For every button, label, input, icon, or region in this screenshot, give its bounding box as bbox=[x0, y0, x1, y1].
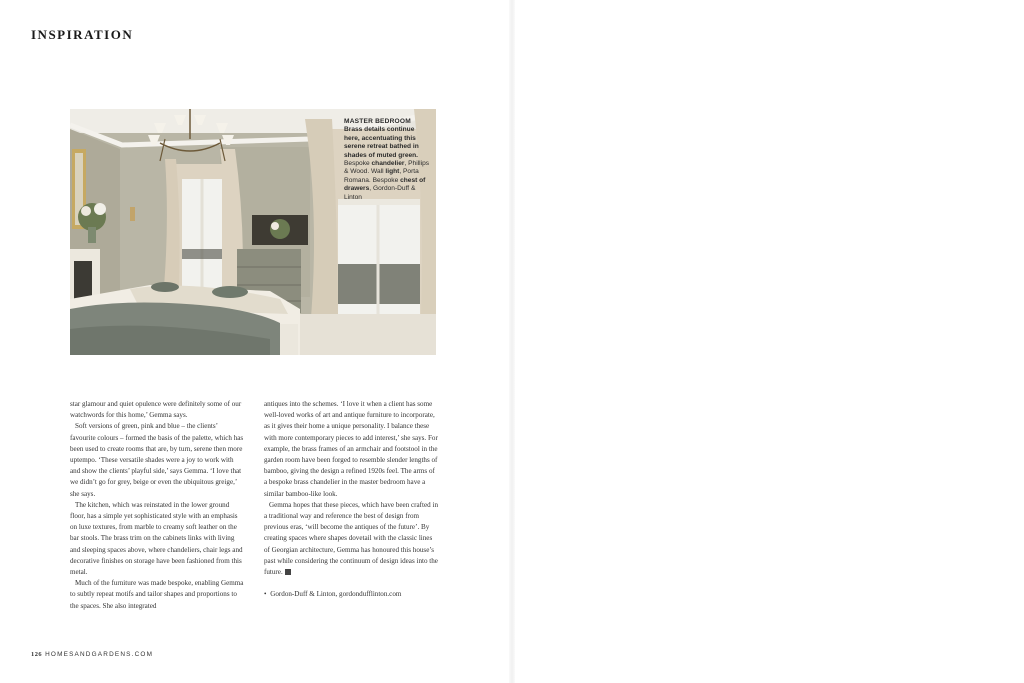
caption-lead: Brass details continue here, accentuating this serene retreat bathed in shades of muted green. bbox=[344, 126, 419, 159]
spine-gutter bbox=[509, 0, 515, 683]
caption-text: , Gordon-Duff & Linton bbox=[344, 185, 416, 201]
paragraph: Soft versions of green, pink and blue – the clients’ favourite colours – formed the basis of the palette, which has been used to create rooms that are, by turn, serene then more uptempo. ‘These versatile shades were a joy to work with and show the clients’ playful side,’ says Gemma. ‘I love that we didn’t go for grey, beige or even the ubiquitous greige,’ she says. bbox=[70, 422, 244, 498]
paragraph-text: Gemma hopes that these pieces, which have been crafted in a traditional way and reference the best of design from previous eras, ‘will become the antiques of the future’. By creating spaces where shapes dovetail with the classic lines of Georgian architecture, Gemma has honoured this house’s past while considering the continuum of design ideas into the future. bbox=[264, 500, 438, 577]
body-column-left bbox=[70, 399, 244, 612]
caption-item: light bbox=[385, 168, 400, 176]
caption-text: , Porta Romana. Bespoke bbox=[344, 168, 419, 184]
caption-text: , Phillips & Wood. Wall bbox=[344, 160, 430, 176]
caption-item: chest of drawers bbox=[344, 176, 426, 193]
designer-credit bbox=[264, 589, 438, 600]
right-page bbox=[512, 0, 1024, 683]
paragraph: star glamour and quiet opulence were definitely some of our watchwords for this home,’ Gemma says. bbox=[70, 400, 242, 420]
end-mark-icon bbox=[285, 569, 291, 575]
page-number: 126 bbox=[31, 651, 43, 658]
paragraph: The kitchen, which was reinstated in the lower ground floor, has a simple yet sophisticated style with an emphasis on luxe textures, from marble to creamy soft leather on the bar stools. The brass trim on the cabinets links with living and sleeping spaces above, where chandeliers, chair legs and decorative finishes on storage have been fashioned from this metal. bbox=[70, 500, 243, 577]
site-name: HOMESANDGARDENS.COM bbox=[45, 651, 154, 658]
page-footer bbox=[31, 651, 153, 658]
caption-item: chandelier bbox=[371, 160, 405, 168]
section-heading: INSPIRATION bbox=[31, 27, 134, 42]
paragraph: Much of the furniture was made bespoke, enabling Gemma to subtly repeat motifs and tailor shapes and proportions to the spaces. She also integrated bbox=[70, 579, 244, 610]
paragraph: antiques into the schemes. ‘I love it when a client has some well-loved works of art and antique furniture to incorporate, as it gives their home a unique personality. I balance these with more contemporary pieces to add interest,’ she says. For example, the brass frames of an armchair and footstool in the garden room have been forged to resemble slender lengths of bamboo, giving the design a refined 1920s feel. The arms of a bespoke brass chandelier in the master bedroom have a similar bamboo-like look. bbox=[264, 400, 438, 498]
credit-text: Gordon-Duff & Linton, gordondufflinton.com bbox=[270, 590, 402, 599]
bullet-icon: • bbox=[264, 590, 267, 599]
caption-text: Bespoke bbox=[344, 160, 372, 168]
caption-title: MASTER BEDROOM bbox=[344, 118, 411, 125]
caption-credits bbox=[344, 160, 429, 201]
photo-caption bbox=[344, 118, 430, 202]
body-column-right bbox=[264, 399, 438, 600]
paragraph bbox=[264, 500, 438, 578]
